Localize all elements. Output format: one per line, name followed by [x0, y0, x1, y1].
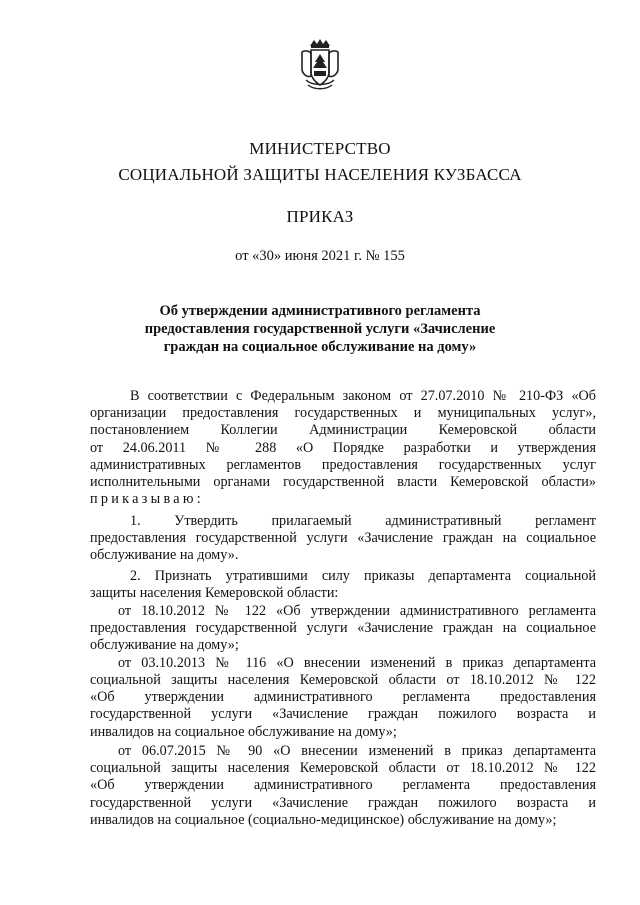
body-line: инвалидов на социальное обслуживание на дому»;: [90, 724, 397, 740]
order-title-line2: предоставления государственной услуги «Зачисление: [144, 321, 496, 337]
body-line: административных регламентов предоставления государственных услуг: [90, 457, 596, 473]
body-line: от 06.07.2015 № 90 «О внесении изменений в приказ департамента: [118, 743, 596, 759]
body-line: обслуживание на дому».: [90, 547, 239, 563]
body-line: предоставления государственной услуги «Зачисление граждан на социальное: [90, 620, 596, 636]
body-line: исполнительными органами государственной власти Кемеровской области»: [90, 474, 596, 490]
body-line: социальной защиты населения Кемеровской области от 18.10.2012 № 122: [90, 760, 596, 776]
order-title-line1: Об утверждении административного регламента: [159, 303, 481, 319]
body-line: от 18.10.2012 № 122 «Об утверждении административного регламента: [118, 603, 596, 619]
ministry-name-line1: МИНИСТЕРСТВО: [249, 139, 391, 158]
body-line: предоставления государственной услуги «Зачисление граждан на социальное: [90, 530, 596, 546]
body-line: «Об утверждении административного регламента предоставления: [90, 777, 596, 793]
body-line: постановлением Коллегии Администрации Кемеровской области: [90, 422, 596, 438]
body-line: организации предоставления государственных и муниципальных услуг»,: [90, 405, 596, 421]
body-line: государственной услуги «Зачисление граждан пожилого возраста и: [90, 795, 596, 811]
coat-of-arms-icon: [298, 36, 342, 94]
body-line: от 03.10.2013 № 116 «О внесении изменений в приказ департамента: [118, 655, 596, 671]
body-line: от 24.06.2011 № 288 «О Порядке разработки и утверждения: [90, 440, 596, 456]
body-line: 2. Признать утратившими силу приказы департамента социальной: [130, 568, 596, 584]
body-line: государственной услуги «Зачисление граждан пожилого возраста и: [90, 706, 596, 722]
body-line: социальной защиты населения Кемеровской области от 18.10.2012 № 122: [90, 672, 596, 688]
body-line: защиты населения Кемеровской области:: [90, 585, 339, 601]
body-line: 1. Утвердить прилагаемый административный регламент: [130, 513, 596, 529]
body-line: В соответствии с Федеральным законом от 27.07.2010 № 210-ФЗ «Об: [130, 388, 596, 404]
order-date-number: от «30» июня 2021 г. № 155: [235, 248, 405, 264]
document-type: ПРИКАЗ: [286, 207, 354, 226]
body-line: обслуживание на дому»;: [90, 637, 239, 653]
body-line: «Об утверждении административного регламента предоставления: [90, 689, 596, 705]
order-title-line3: граждан на социальное обслуживание на дому»: [163, 339, 477, 355]
body-line: инвалидов на социальное (социально-медицинское) обслуживание на дому»;: [90, 812, 557, 828]
ministry-name-line2: СОЦИАЛЬНОЙ ЗАЩИТЫ НАСЕЛЕНИЯ КУЗБАССА: [118, 165, 522, 184]
order-word: приказываю:: [90, 491, 205, 507]
